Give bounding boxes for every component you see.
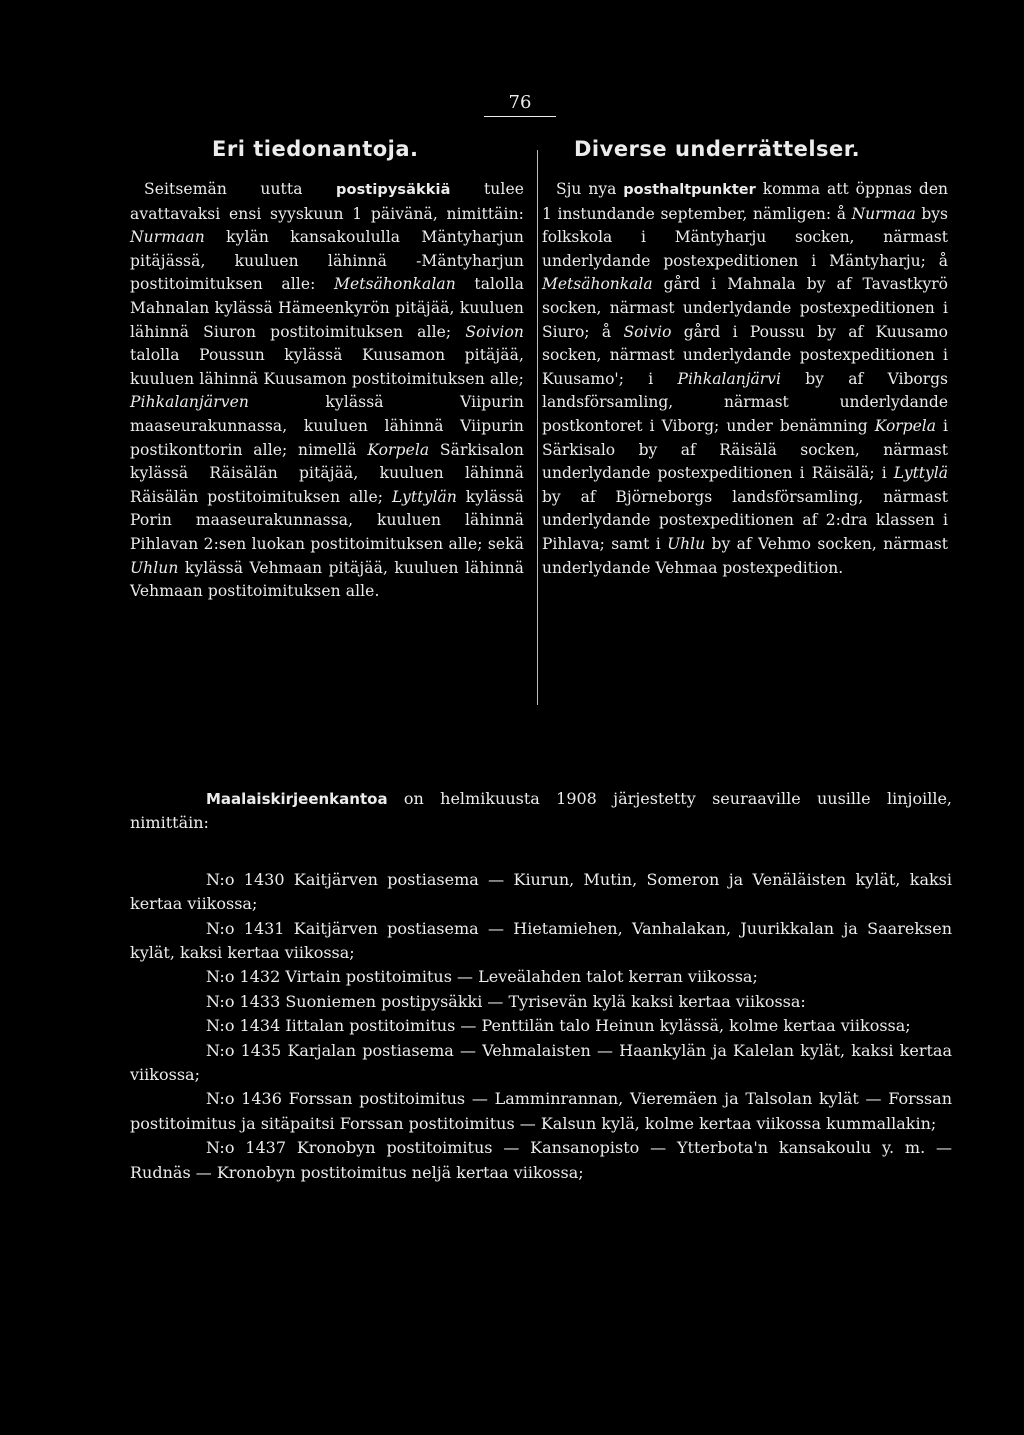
italic-place: Nurmaa xyxy=(851,204,916,223)
route-entry: N:o 1431 Kaitjärven postiasema — Hietamiehen, Vanhalakan, Juurikkalan ja Saareksen kylät, kaksi kertaa viikossa; xyxy=(130,918,952,963)
italic-place: Lyttylän xyxy=(391,487,457,506)
finnish-notice-paragraph xyxy=(130,178,524,604)
text-run: bys folkskola i Mäntyharju socken, närmast underlydande postexpeditionen i Mäntyharju; å xyxy=(542,204,948,270)
text-run: talolla Poussun kylässä Kuusamon pitäjää, kuuluen lähinnä Kuusamon postitoimituksen alle; xyxy=(130,346,524,388)
italic-place: Pihkalanjärven xyxy=(130,393,249,412)
italic-place: Korpela xyxy=(874,416,936,435)
route-entry: N:o 1432 Virtain postitoimitus — Leveälahden talot kerran viikossa; xyxy=(206,967,758,987)
swedish-section-heading: Diverse underrättelser. xyxy=(574,137,861,161)
italic-place: Soivio xyxy=(623,322,672,341)
text-run: gård i Poussu by af Kuusamo socken, närmast underlydande postexpeditionen i Kuusamo'; i xyxy=(542,322,948,388)
swedish-notices-column xyxy=(542,136,948,580)
bold-term: posthaltpunkter xyxy=(623,182,756,198)
routes-intro-text: on helmikuusta 1908 järjestetty seuraaville uusille linjoille, nimittäin: xyxy=(130,789,952,833)
italic-place: Pihkalanjärvi xyxy=(677,369,781,388)
italic-place: Nurmaan xyxy=(130,228,205,247)
italic-place: Metsähonkalan xyxy=(333,275,456,294)
italic-place: Uhlu xyxy=(667,534,706,553)
route-entry: N:o 1430 Kaitjärven postiasema — Kiurun, Mutin, Someron ja Venäläisten kylät, kaksi kertaa viikossa; xyxy=(130,869,952,914)
text-run: Seitsemän uutta xyxy=(144,180,337,198)
text-run: by af Björneborgs landsförsamling, närmast underlydande postexpeditionen af 2:dra klassen i Pihlava; samt i xyxy=(542,487,948,553)
text-run: kylässä Viipurin maaseurakunnassa, kuuluen lähinnä Viipurin postikonttorin alle; nimellä xyxy=(130,393,524,459)
italic-place: Lyttylä xyxy=(893,464,948,483)
rural-mail-routes-section xyxy=(130,787,952,1185)
text-run: Särkisalon kylässä Räisälän pitäjää, kuuluen lähinnä Räisälän postitoimituksen alle; xyxy=(130,440,524,506)
text-run: tulee avattavaksi ensi syyskuun 1 päivänä, nimittäin: xyxy=(130,180,524,223)
route-entry: N:o 1433 Suoniemen postipysäkki — Tyrisevän kylä kaksi kertaa viikossa: xyxy=(206,991,806,1011)
route-entry: N:o 1436 Forssan postitoimitus — Lamminrannan, Vieremäen ja Talsolan kylät — Forssan postitoimitus ja sitäpaitsi Forssan postitoimitus — Kalsun kylä, kolme kertaa viikossa kummallakin; xyxy=(130,1089,952,1133)
route-entry: N:o 1437 Kronobyn postitoimitus — Kansanopisto — Ytterbota'n kansakoulu y. m. — Rudnäs — Kronobyn postitoimitus neljä kertaa viikossa; xyxy=(130,1138,952,1182)
text-run: kylässä Vehmaan pitäjää, kuuluen lähinnä Vehmaan postitoimituksen alle. xyxy=(130,558,524,601)
route-entry: N:o 1434 Iittalan postitoimitus — Penttilän talo Heinun kylässä, kolme kertaa viikossa; xyxy=(206,1016,911,1036)
text-run: gård i Mahnala by af Tavastkyrö socken, närmast underlydande postexpeditionen i Siuro; å xyxy=(542,275,948,341)
italic-place: Metsähonkala xyxy=(542,275,653,294)
text-run: i Särkisalo by af Räisälä socken, närmast underlydande postexpeditionen i Räisälä; i xyxy=(542,416,948,483)
bold-term: postipysäkkiä xyxy=(336,182,451,198)
text-run: komma att öppnas den 1 instundande september, nämligen: å xyxy=(542,180,948,223)
text-run: talolla Mahnalan kylässä Hämeenkyrön pitäjää, kuuluen lähinnä Siuron postitoimituksen alle; xyxy=(130,275,524,341)
finnish-notices-column xyxy=(130,136,524,604)
text-run: by af Vehmo socken, närmast underlydande Vehmaa postexpedition. xyxy=(542,534,948,577)
text-run: kylän kansakoululla Mäntyharjun pitäjässä, kuuluen lähinnä -Mäntyharjun postitoimituksen alle: xyxy=(130,228,524,294)
page-number: 76 xyxy=(484,92,556,117)
italic-place: Korpela xyxy=(367,440,430,459)
finnish-section-heading: Eri tiedonantoja. xyxy=(212,137,419,161)
text-run: kylässä Porin maaseurakunnassa, kuuluen lähinnä Pihlavan 2:sen luokan postitoimituksen alle; sekä xyxy=(130,487,524,553)
routes-intro xyxy=(130,787,952,836)
text-run: by af Viborgs landsförsamling, närmast underlydande postkontoret i Viborg; under benämning xyxy=(542,369,948,435)
text-run: Sju nya xyxy=(556,180,624,198)
column-divider xyxy=(537,150,538,705)
italic-place: Uhlun xyxy=(130,558,179,577)
route-entry: N:o 1435 Karjalan postiasema — Vehmalaisten — Haankylän ja Kalelan kylät, kaksi kertaa viikossa; xyxy=(130,1040,952,1085)
italic-place: Soivion xyxy=(465,322,524,341)
routes-lead-term: Maalaiskirjeenkantoa xyxy=(206,790,388,808)
swedish-notice-paragraph xyxy=(542,178,948,580)
